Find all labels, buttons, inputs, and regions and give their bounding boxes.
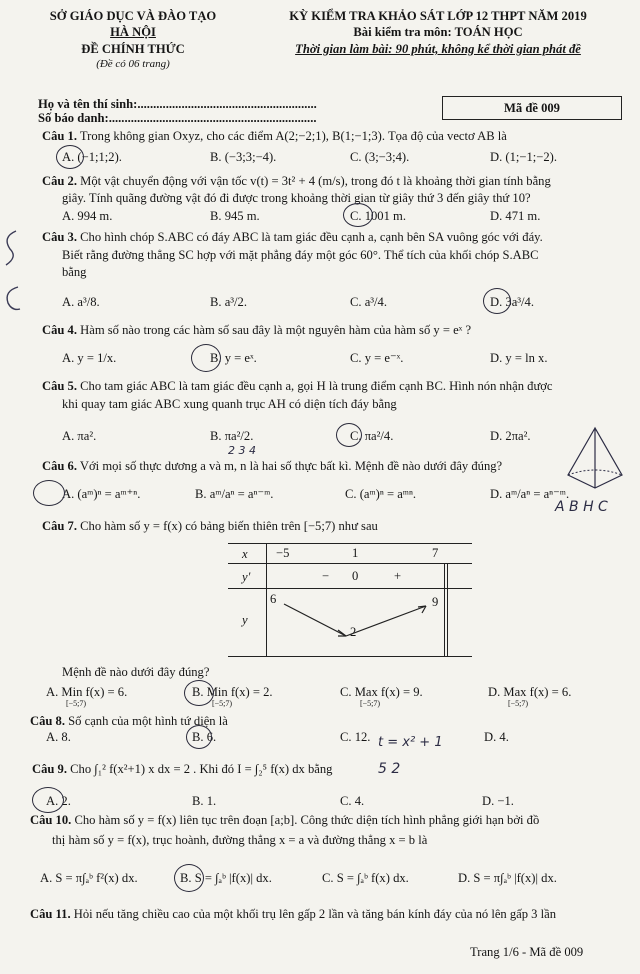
answer-circle <box>186 725 212 749</box>
question-text: Số cạnh của một hình tứ diện là <box>68 714 228 728</box>
question-1: Câu 1. Trong không gian Oxyz, cho các điểm A(2;−2;1), B(1;−1;3). Tọa độ của vectơ AB là <box>42 129 507 143</box>
question-text: Hàm số nào trong các hàm số sau đây là một nguyên hàm của hàm số y = eˣ ? <box>80 323 472 337</box>
question-text: Với mọi số thực dương a và m, n là hai số thực bất kì. Mệnh đề nào dưới đây đúng? <box>79 459 503 473</box>
question-text: Cho hình chóp S.ABC có đáy ABC là tam giác đều cạnh a, cạnh bên SA vuông góc với đáy. <box>80 230 543 244</box>
answer-circle <box>184 680 214 706</box>
option: B. 6. <box>192 730 217 744</box>
answer-circle <box>33 480 65 506</box>
option: B. y = eˣ. <box>210 351 257 365</box>
dept-name: SỞ GIÁO DỤC VÀ ĐÀO TẠO <box>49 9 217 23</box>
pyramid-sketch <box>560 420 630 500</box>
exam-title: KỲ KIỂM TRA KHẢO SÁT LỚP 12 THPT NĂM 2019 <box>289 9 587 23</box>
question-7: Câu 7. Cho hàm số y = f(x) có bảng biến thiên trên [−5;7) như sau <box>42 519 378 533</box>
option: A. 994 m. <box>62 209 113 223</box>
question-text-cont: Biết rằng đường thẳng SC hợp với mặt phẳng đáy một góc 60°. Thể tích của khối chóp S.ABC <box>62 248 539 262</box>
subscript: [−5;7) <box>66 699 87 708</box>
yprime-label: y′ <box>242 570 251 584</box>
option: C. 1001 m. <box>350 209 406 223</box>
option: C. (3;−3;4). <box>350 150 410 164</box>
option: C. y = e⁻ˣ. <box>350 351 404 365</box>
option: B. πa²/2. <box>210 429 254 443</box>
question-text-cont: khi quay tam giác ABC xung quanh trục AH có diện tích đáy bằng <box>62 397 397 411</box>
question-text-cont: giây. Tính quãng đường vật đó đi được trong khoảng thời gian từ giây thứ 3 đến giây thứ 10? <box>62 191 531 205</box>
answer-circle <box>343 203 373 227</box>
option: B. Min f(x) = 2. <box>192 685 273 699</box>
question-5: Câu 5. Cho tam giác ABC là tam giác đều cạnh a, gọi H là trung điểm cạnh BC. Hình nón nhận được <box>42 379 553 393</box>
option: D. S = π∫ₐᵇ |f(x)| dx. <box>458 871 557 885</box>
question-text: Một vật chuyển động với vận tốc v(t) = 3t² + 4 (m/s), trong đó t là khoảng thời gian tính bằng <box>80 174 551 188</box>
option: D. aᵐ/aⁿ = aⁿ⁻ᵐ. <box>490 487 570 501</box>
option: B. aᵐ/aⁿ = aⁿ⁻ᵐ. <box>195 487 274 501</box>
question-text-cont: Mệnh đề nào dưới đây đúng? <box>62 665 210 679</box>
option: C. (aᵐ)ⁿ = aᵐⁿ. <box>345 487 417 501</box>
page-count: (Đề có 06 trang) <box>96 58 170 71</box>
margin-marks <box>0 225 22 315</box>
option: D. −1. <box>482 794 514 808</box>
option: A. a³/8. <box>62 295 100 309</box>
handwritten-note: 5 2 <box>378 761 401 777</box>
question-text: Hỏi nếu tăng chiều cao của một khối trụ lên gấp 2 lần và tăng bán kính đáy của nó lên gấp 3 lần <box>73 907 557 921</box>
option: B. 1. <box>192 794 217 808</box>
y-value: 6 <box>270 592 277 606</box>
option: A. Min f(x) = 6. <box>46 685 128 699</box>
city-name: HÀ NỘI <box>110 25 156 40</box>
variation-arrows <box>228 544 472 656</box>
exam-code-box: Mã đề 009 <box>442 96 622 120</box>
x-value: −5 <box>276 546 290 560</box>
question-2: Câu 2. Một vật chuyển động với vận tốc v(t) = 3t² + 4 (m/s), trong đó t là khoảng thời gian tính bằng <box>42 174 551 188</box>
question-3: Câu 3. Cho hình chóp S.ABC có đáy ABC là tam giác đều cạnh a, cạnh bên SA vuông góc với đáy. <box>42 230 543 244</box>
option: B. (−3;3;−4). <box>210 150 277 164</box>
student-id-line: Số báo danh:.................................................................. <box>38 111 317 125</box>
question-10: Câu 10. Cho hàm số y = f(x) liên tục trên đoạn [a;b]. Công thức diện tích hình phẳng giới hạn bởi đồ <box>30 813 540 827</box>
answer-circle <box>56 145 84 169</box>
option: C. S = ∫ₐᵇ f(x) dx. <box>322 871 409 885</box>
option: B. a³/2. <box>210 295 248 309</box>
question-text: Cho hàm số y = f(x) liên tục trên đoạn [a;b]. Công thức diện tích hình phẳng giới hạn bởi đồ <box>74 813 540 827</box>
y-value: 2 <box>350 625 357 639</box>
subscript: [−5;7) <box>508 699 529 708</box>
option: C. πa²/4. <box>350 429 394 443</box>
variation-table <box>228 543 472 657</box>
yprime-sign: − <box>322 569 330 583</box>
option: D. (1;−1;−2). <box>490 150 558 164</box>
option: D. 471 m. <box>490 209 541 223</box>
page-footer: Trang 1/6 - Mã đề 009 <box>470 945 584 959</box>
yprime-sign: + <box>394 569 402 583</box>
answer-circle <box>174 864 204 892</box>
yprime-sign: 0 <box>352 569 359 583</box>
time-limit: Thời gian làm bài: 90 phút, không kể thời gian phát đề <box>295 41 581 56</box>
option: A. y = 1/x. <box>62 351 117 365</box>
y-value: 9 <box>432 595 439 609</box>
answer-circle <box>483 288 511 314</box>
option: D. 4. <box>484 730 509 744</box>
official-label: ĐỀ CHÍNH THỨC <box>81 41 185 56</box>
header-left <box>28 8 238 71</box>
question-text: Trong không gian Oxyz, cho các điểm A(2;−2;1), B(1;−1;3). Tọa độ của vectơ AB là <box>79 129 507 143</box>
option: A. (−1;1;2). <box>62 150 122 164</box>
answer-circle <box>191 344 221 372</box>
question-text: Cho tam giác ABC là tam giác đều cạnh a, gọi H là trung điểm cạnh BC. Hình nón nhận được <box>80 379 553 393</box>
question-text: Cho hàm số y = f(x) có bảng biến thiên trên [−5;7) như sau <box>80 519 378 533</box>
y-label: y <box>242 613 248 627</box>
answer-circle <box>336 423 362 447</box>
question-6: Câu 6. Với mọi số thực dương a và m, n là hai số thực bất kì. Mệnh đề nào dưới đây đúng? <box>42 459 503 473</box>
option: A. (aᵐ)ⁿ = aᵐ⁺ⁿ. <box>62 487 141 501</box>
option: C. 12. <box>340 730 371 744</box>
question-text-cont: thị hàm số y = f(x), trục hoành, đường thẳng x = a và đường thẳng x = b là <box>52 833 428 847</box>
question-text: Cho ∫₁² f(x²+1) x dx = 2 . Khi đó I = ∫₂⁵ f(x) dx bằng <box>70 762 333 776</box>
subscript: [−5;7) <box>360 699 381 708</box>
option: D. y = ln x. <box>490 351 548 365</box>
option: A. πa². <box>62 429 97 443</box>
x-value: 7 <box>432 546 439 560</box>
option: A. 2. <box>46 794 71 808</box>
x-label: x <box>242 547 248 561</box>
option: D. Max f(x) = 6. <box>488 685 572 699</box>
question-9: Câu 9. Cho ∫₁² f(x²+1) x dx = 2 . Khi đó I = ∫₂⁵ f(x) dx bằng <box>32 762 333 776</box>
option: C. 4. <box>340 794 365 808</box>
option: B. S = ∫ₐᵇ |f(x)| dx. <box>180 871 272 885</box>
subscript: [−5;7) <box>212 699 233 708</box>
question-11: Câu 11. Hỏi nếu tăng chiều cao của một khối trụ lên gấp 2 lần và tăng bán kính đáy của nó lên gấp 3 lần <box>30 907 557 921</box>
option: C. Max f(x) = 9. <box>340 685 423 699</box>
student-name-line: Họ và tên thí sinh:......................................................... <box>38 97 317 111</box>
option: A. S = π∫ₐᵇ f²(x) dx. <box>40 871 138 885</box>
question-4: Câu 4. Hàm số nào trong các hàm số sau đây là một nguyên hàm của hàm số y = eˣ ? <box>42 323 472 337</box>
subject: Bài kiểm tra môn: TOÁN HỌC <box>353 25 523 40</box>
question-text-cont: bằng <box>62 265 87 279</box>
handwritten-note: t = x² + 1 <box>378 735 443 750</box>
handwritten-note: 2 3 4 <box>228 444 256 457</box>
handwritten-labels: A B H C <box>555 499 608 515</box>
option: A. 8. <box>46 730 71 744</box>
option: D. 2πa². <box>490 429 531 443</box>
option: B. 945 m. <box>210 209 260 223</box>
option: C. a³/4. <box>350 295 388 309</box>
header-right <box>258 8 618 57</box>
option: D. 3a³/4. <box>490 295 534 309</box>
answer-circle <box>32 787 64 813</box>
question-8: Câu 8. Số cạnh của một hình tứ diện là <box>30 714 228 728</box>
x-value: 1 <box>352 546 359 560</box>
